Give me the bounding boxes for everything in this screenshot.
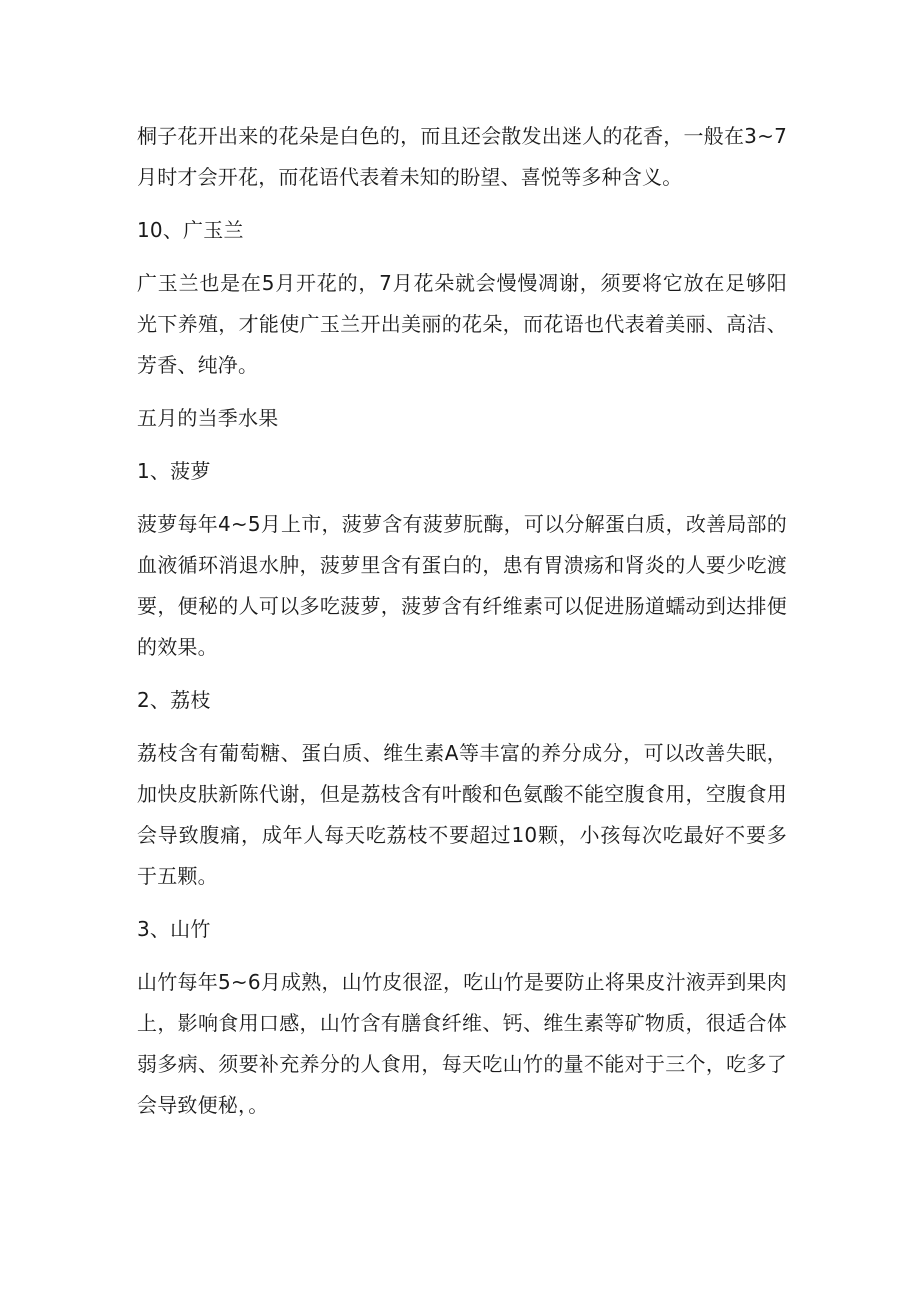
heading-boluo: 1、菠萝 xyxy=(137,459,211,483)
heading-guangyulan: 10、广玉兰 xyxy=(137,218,244,242)
paragraph-shanzhu: 山竹每年5~6月成熟，山竹皮很涩，吃山竹是要防止将果皮汁液弄到果肉上，影响食用口感，山竹含有膳食纤维、钙、维生素等矿物质，很适合体弱多病、须要补充养分的人食用，每天吃山竹的量不能对于三个，吃多了会导致便秘，。 xyxy=(137,970,787,1117)
heading-may-fruits: 五月的当季水果 xyxy=(137,406,279,430)
paragraph-guangyulan: 广玉兰也是在5月开花的，7月花朵就会慢慢凋谢，须要将它放在足够阳光下养殖，才能使广玉兰开出美丽的花朵，而花语也代表着美丽、高洁、芳香、纯净。 xyxy=(137,271,787,377)
document-body xyxy=(137,116,787,1138)
paragraph-boluo: 菠萝每年4~5月上市，菠萝含有菠萝朊酶，可以分解蛋白质，改善局部的血液循环消退水肿，菠萝里含有蛋白的，患有胃溃疡和肾炎的人要少吃渡要，便秘的人可以多吃菠萝，菠萝含有纤维素可以促进肠道蠕动到达排便的效果。 xyxy=(137,512,787,659)
heading-shanzhu: 3、山竹 xyxy=(137,917,211,941)
paragraph-tongzihua: 桐子花开出来的花朵是白色的，而且还会散发出迷人的花香，一般在3~7月时才会开花，而花语代表着未知的盼望、喜悦等多种含义。 xyxy=(137,124,787,189)
heading-lizhi: 2、荔枝 xyxy=(137,688,211,712)
paragraph-lizhi: 荔枝含有葡萄糖、蛋白质、维生素A等丰富的养分成分，可以改善失眠，加快皮肤新陈代谢，但是荔枝含有叶酸和色氨酸不能空腹食用，空腹食用会导致腹痛，成年人每天吃荔枝不要超过10颗，小孩每次吃最好不要多于五颗。 xyxy=(137,741,787,888)
